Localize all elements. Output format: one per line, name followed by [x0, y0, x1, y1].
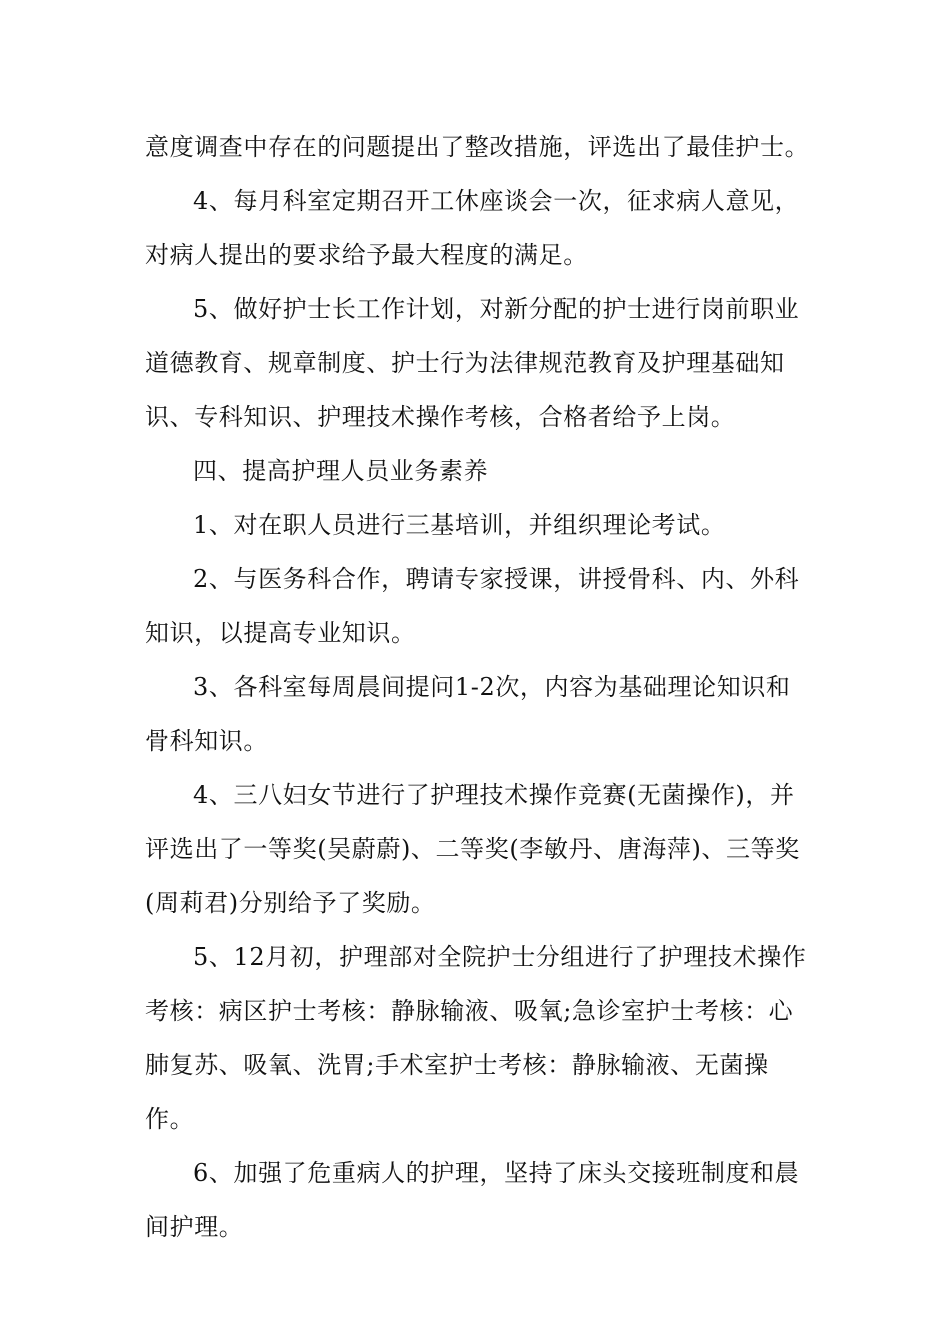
document-body [145, 120, 810, 1254]
paragraph-item-4-competition: 4、三八妇女节进行了护理技术操作竞赛(无菌操作)，并评选出了一等奖(吴蔚蔚)、二等奖(李敏丹、唐海萍)、三等奖(周莉君)分别给予了奖励。 [145, 781, 800, 917]
paragraph-item-5-assessment: 5、12月初，护理部对全院护士分组进行了护理技术操作考核：病区护士考核：静脉输液、吸氧;急诊室护士考核：心肺复苏、吸氧、洗胃;手术室护士考核：静脉输液、无菌操作。 [145, 943, 807, 1133]
paragraph-item-4-forum: 4、每月科室定期召开工休座谈会一次，征求病人意见，对病人提出的要求给予最大程度的满足。 [145, 187, 800, 269]
paragraph-item-1-training: 1、对在职人员进行三基培训，并组织理论考试。 [193, 511, 726, 539]
paragraph-item-5-plan: 5、做好护士长工作计划，对新分配的护士进行岗前职业道德教育、规章制度、护士行为法律规范教育及护理基础知识、专科知识、护理技术操作考核，合格者给予上岗。 [145, 295, 800, 431]
paragraph-item-3-questions: 3、各科室每周晨间提问1-2次，内容为基础理论知识和骨科知识。 [145, 673, 791, 755]
section-heading-4: 四、提高护理人员业务素养 [193, 457, 489, 485]
paragraph-continuation: 意度调查中存在的问题提出了整改措施，评选出了最佳护士。 [145, 133, 810, 161]
paragraph-item-2-lectures: 2、与医务科合作，聘请专家授课，讲授骨科、内、外科知识，以提高专业知识。 [145, 565, 800, 647]
paragraph-item-6-critical-care: 6、加强了危重病人的护理，坚持了床头交接班制度和晨间护理。 [145, 1159, 800, 1241]
